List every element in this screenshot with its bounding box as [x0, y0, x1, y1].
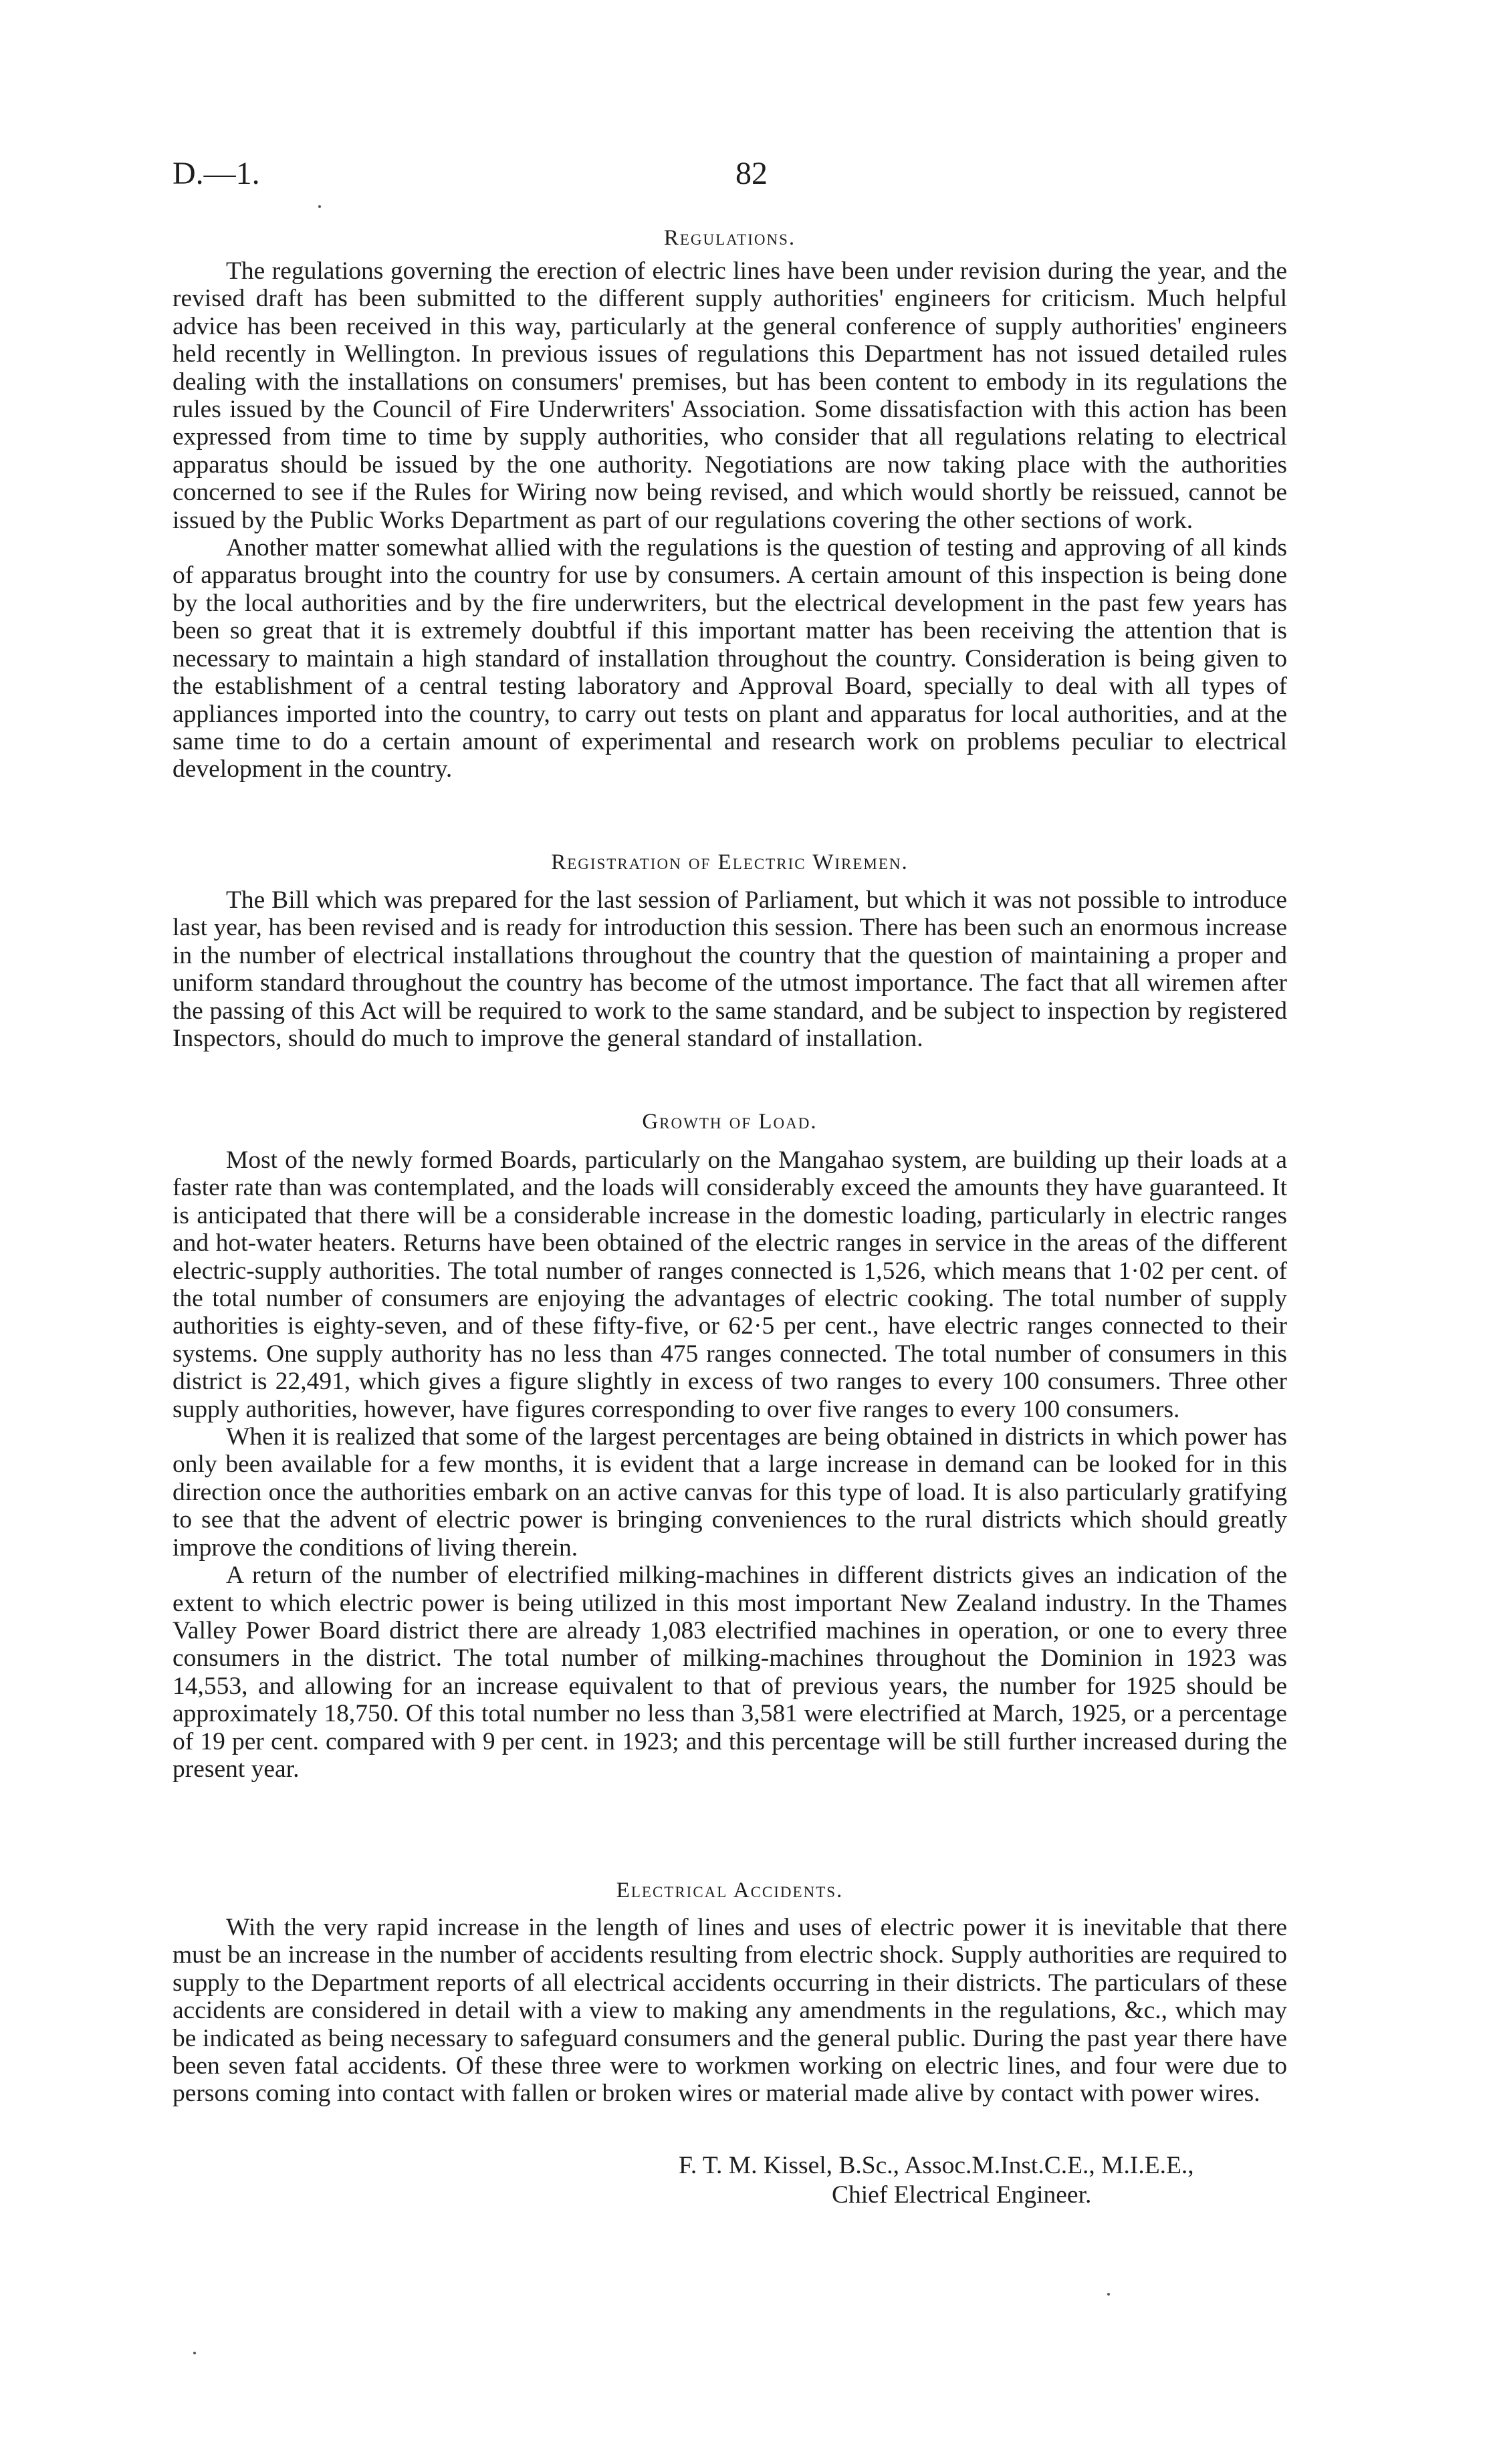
- section-heading-registration: Registration of Electric Wiremen.: [551, 850, 909, 874]
- document-reference: D.—1.: [173, 156, 260, 191]
- section-body-registration: [173, 886, 1287, 1052]
- speck-mark: [193, 2352, 196, 2354]
- speck-mark: [318, 205, 321, 208]
- section-body-regulations: [173, 257, 1287, 783]
- section-body-electrical-accidents: [173, 1914, 1287, 2108]
- paragraph: A return of the number of electrified milking-machines in different districts gives an indication of the extent to which electric power is being utilized in this most important New Zealand industry. In the Thames Valley Power Board district there are already 1,083 electrified machines in operation, or one to every three consumers in the district. The total number of milking-machines throughout the Dominion in 1923 was 14,553, and allowing for an increase equivalent to that of previous years, the number for 1925 should be approximately 18,750. Of this total number no less than 3,581 were electrified at March, 1925, or a percentage of 19 per cent. compared with 9 per cent. in 1923; and this percentage will be still further increased during the present year.: [173, 1562, 1287, 1783]
- paragraph: The Bill which was prepared for the last session of Parliament, but which it was not possible to introduce last year, has been revised and is ready for introduction this session. There has been such an enormous increase in the number of electrical installations throughout the country that the question of maintaining a proper and uniform standard throughout the country has become of the utmost importance. The fact that all wiremen after the passing of this Act will be required to work to the same standard, and be subject to inspection by registered Inspectors, should do much to improve the general standard of installation.: [173, 886, 1287, 1053]
- section-body-growth-of-load: [173, 1146, 1287, 1783]
- section-heading-electrical-accidents: Electrical Accidents.: [616, 1878, 844, 1902]
- signature-title: Chief Electrical Engineer.: [832, 2181, 1092, 2209]
- paragraph: When it is realized that some of the largest percentages are being obtained in districts in which power has only been available for a few months, it is evident that a large increase in demand can be looked for in this direction once the authorities embark on an active canvas for this type of load. It is also particularly gratifying to see that the advent of electric power is bringing conveniences to the rural districts which should greatly improve the conditions of living therein.: [173, 1423, 1287, 1562]
- section-heading-regulations: Regulations.: [663, 226, 796, 250]
- paragraph: Another matter somewhat allied with the regulations is the question of testing and approving of all kinds of apparatus brought into the country for use by consumers. A certain amount of this inspection is being done by the local authorities and by the fire underwriters, but the electrical development in the past few years has been so great that it is extremely doubtful if this important matter has been receiving the attention that is necessary to maintain a high standard of installation throughout the country. Consideration is being given to the establishment of a central testing laboratory and Approval Board, specially to deal with all types of appliances imported into the country, to carry out tests on plant and apparatus for local authorities, and at the same time to do a certain amount of experimental and research work on problems peculiar to electrical development in the country.: [173, 534, 1287, 783]
- page-number: 82: [735, 156, 768, 191]
- signature-name: F. T. M. Kissel, B.Sc., Assoc.M.Inst.C.E., M.I.E.E.,: [679, 2152, 1194, 2179]
- speck-mark: [1107, 2293, 1110, 2296]
- paragraph: The regulations governing the erection of electric lines have been under revision during the year, and the revised draft has been submitted to the different supply authorities' engineers for criticism. Much helpful advice has been received in this way, particularly at the general conference of supply authorities' engineers held recently in Wellington. In previous issues of regulations this Department has not issued detailed rules dealing with the installations on consumers' premises, but has been content to embody in its regulations the rules issued by the Council of Fire Underwriters' Association. Some dissatisfaction with this action has been expressed from time to time by supply authorities, who consider that all regulations relating to electrical apparatus should be issued by the one authority. Negotiations are now taking place with the authorities concerned to see if the Rules for Wiring now being revised, and which would shortly be reissued, cannot be issued by the Public Works Department as part of our regulations covering the other sections of work.: [173, 257, 1287, 534]
- paragraph: With the very rapid increase in the length of lines and uses of electric power it is inevitable that there must be an increase in the number of accidents resulting from electric shock. Supply authorities are required to supply to the Department reports of all electrical accidents occurring in their districts. The particulars of these accidents are considered in detail with a view to making any amendments in the regulations, &c., which may be indicated as being necessary to safeguard consumers and the general public. During the past year there have been seven fatal accidents. Of these three were to workmen working on electric lines, and four were due to persons coming into contact with fallen or broken wires or material made alive by contact with power wires.: [173, 1914, 1287, 2108]
- paragraph: Most of the newly formed Boards, particularly on the Mangahao system, are building up their loads at a faster rate than was contemplated, and the loads will considerably exceed the amounts they have guaranteed. It is anticipated that there will be a considerable increase in the domestic loading, particularly in electric ranges and hot-water heaters. Returns have been obtained of the electric ranges in service in the areas of the different electric-supply authorities. The total number of ranges connected is 1,526, which means that 1·02 per cent. of the total number of consumers are enjoying the advantages of electric cooking. The total number of supply authorities is eighty-seven, and of these fifty-five, or 62·5 per cent., have electric ranges connected to their systems. One supply authority has no less than 475 ranges connected. The total number of consumers in this district is 22,491, which gives a figure slightly in excess of two ranges to every 100 consumers. Three other supply authorities, however, have figures corresponding to over five ranges to every 100 consumers.: [173, 1146, 1287, 1423]
- section-heading-growth-of-load: Growth of Load.: [642, 1110, 818, 1134]
